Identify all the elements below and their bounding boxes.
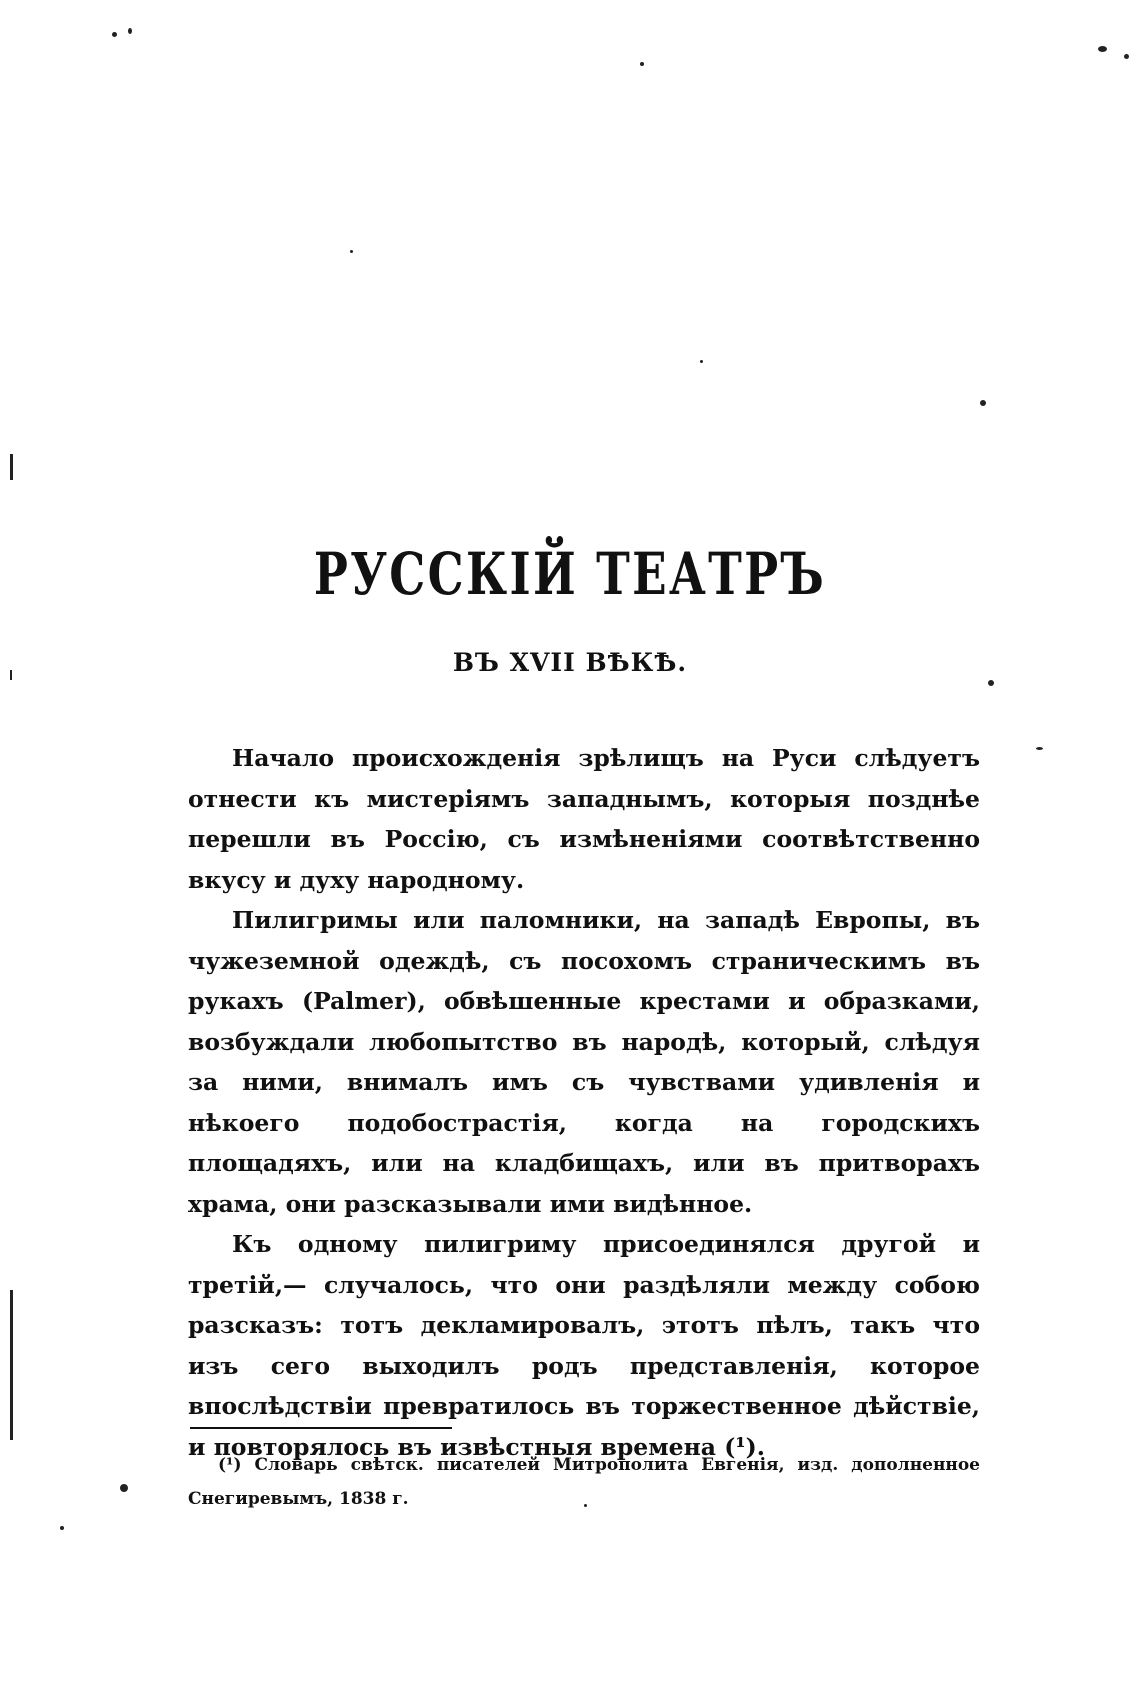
scan-speck	[120, 1484, 128, 1492]
paragraph: Къ одному пилигриму присоединялся другой и третій,— случалось, что они раздѣляли между собою разсказъ: тотъ декламировалъ, этотъ пѣлъ, такъ что изъ сего выходилъ родъ представленія, которое впослѣдствіи превратилось въ торжественное дѣйствіе, и повторялось въ извѣстныя времена (¹).	[188, 1230, 980, 1461]
page-title: РУССКІЙ ТЕАТРЪ	[313, 540, 827, 608]
page-subtitle: ВЪ XVII ВѢКѢ.	[452, 648, 688, 677]
scan-speck	[128, 28, 132, 34]
paragraph: Пилигримы или паломники, на западѣ Европы, въ чужеземной одеждѣ, съ посохомъ страническимъ въ рукахъ (Palmer), обвѣшенные крестами и образками, возбуждали любопытство въ народѣ, который, слѣдуя за ними, внималъ имъ съ чувствами удивленія и нѣкоего подобострастія, когда на городскихъ площадяхъ, или на кладбищахъ, или въ притворахъ храма, они разсказывали ими видѣнное.	[188, 906, 980, 1218]
scan-speck	[1098, 46, 1107, 52]
scan-speck	[700, 360, 703, 363]
margin-mark	[10, 1290, 13, 1440]
scan-speck	[640, 62, 644, 66]
scan-speck	[112, 32, 117, 37]
footnote: (¹) Словарь свѣтск. писателей Митрополита Евгенія, изд. дополненное Снегиревымъ, 1838 г.	[188, 1455, 980, 1509]
scan-speck	[980, 400, 986, 406]
scan-speck	[60, 1526, 64, 1530]
scan-speck	[1036, 747, 1043, 750]
margin-mark	[10, 454, 13, 480]
scan-speck	[350, 250, 353, 253]
footnote-rule	[190, 1427, 452, 1429]
paragraph: Начало происхожденія зрѣлищъ на Руси слѣдуетъ отнести къ мистеріямъ западнымъ, которыя позднѣе перешли въ Россію, съ измѣненіями соотвѣтственно вкусу и духу народному.	[188, 744, 980, 894]
scan-speck	[1124, 54, 1129, 59]
body-text	[188, 738, 980, 1467]
scan-speck	[988, 680, 994, 686]
